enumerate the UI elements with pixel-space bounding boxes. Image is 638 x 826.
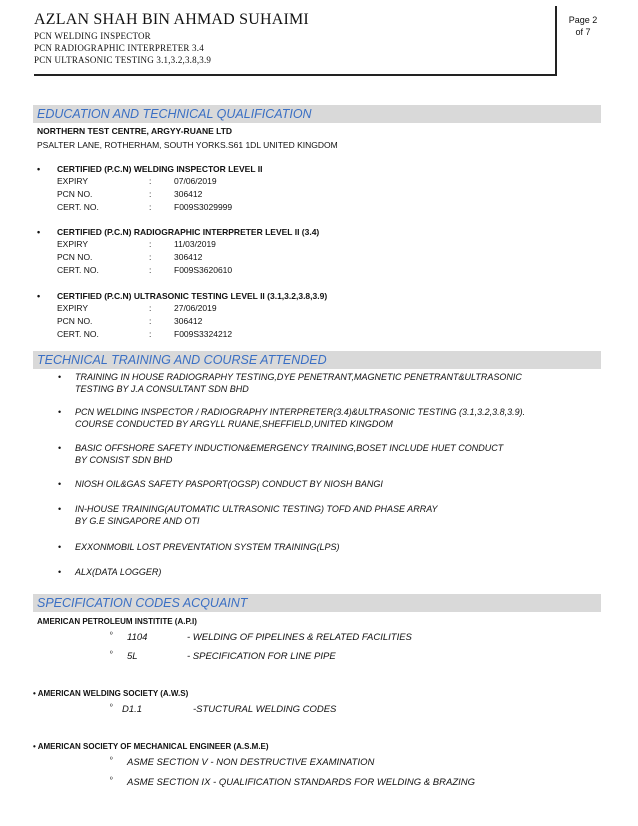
spec-description: -STUCTURAL WELDING CODES [193, 704, 337, 715]
cert-colon: : [149, 176, 152, 186]
spec-code: ASME SECTION V - NON DESTRUCTIVE EXAMINATION [127, 757, 375, 768]
certification-title: CERTIFIED (P.C.N) ULTRASONIC TESTING LEVEL II (3.1,3.2,3.8,3.9) [57, 291, 328, 301]
bullet-icon: • [58, 542, 62, 552]
training-line-1: EXXONMOBIL LOST PREVENTATION SYSTEM TRAINING(LPS) [75, 542, 340, 552]
cert-colon: : [149, 239, 152, 249]
institution-address: PSALTER LANE, ROTHERHAM, SOUTH YORKS.S61 1DL UNITED KINGDOM [37, 140, 338, 150]
cert-colon: : [149, 189, 152, 199]
training-item [58, 442, 603, 466]
certification-block [37, 163, 597, 214]
training-item [58, 503, 603, 527]
page-number [560, 14, 606, 38]
certification-block [37, 290, 597, 341]
cert-row [37, 251, 597, 264]
spec-code: 5L [127, 651, 138, 662]
training-line-1: ALX(DATA LOGGER) [75, 567, 162, 577]
bullet-icon: • [37, 291, 41, 301]
cert-value: 306412 [174, 189, 203, 199]
cert-row [37, 175, 597, 188]
cert-colon: : [149, 252, 152, 262]
training-line-2: BY G.E SINGAPORE AND OTI [75, 516, 200, 526]
resume-header [34, 10, 556, 74]
training-line-1: NIOSH OIL&GAS SAFETY PASPORT(OGSP) CONDUCT BY NIOSH BANGI [75, 479, 383, 489]
spec-description: - WELDING OF PIPELINES & RELATED FACILITIES [187, 632, 412, 643]
training-line-2: COURSE CONDUCTED BY ARGYLL RUANE,SHEFFIELD,UNITED KINGDOM [75, 419, 393, 429]
cert-label: EXPIRY [57, 239, 89, 249]
cert-row [37, 315, 597, 328]
cert-value: F009S3029999 [174, 202, 233, 212]
training-item [58, 371, 603, 395]
bullet-icon: • [58, 567, 62, 577]
training-item [58, 566, 603, 578]
spec-entry [110, 632, 590, 644]
certification-title-row [37, 163, 597, 175]
institution-name: NORTHERN TEST CENTRE, ARGYY-RUANE LTD [37, 126, 233, 136]
cert-label: PCN NO. [57, 189, 93, 199]
section-heading-training: TECHNICAL TRAINING AND COURSE ATTENDED [33, 351, 601, 369]
training-item [58, 541, 603, 553]
certification-title-row [37, 226, 597, 238]
cert-label: PCN NO. [57, 316, 93, 326]
training-line-1: TRAINING IN HOUSE RADIOGRAPHY TESTING,DYE PENETRANT,MAGNETIC PENETRANT&ULTRASONIC [75, 372, 522, 382]
spec-entry [110, 757, 590, 769]
certification-title: CERTIFIED (P.C.N) WELDING INSPECTOR LEVEL II [57, 164, 263, 174]
training-line-2: TESTING BY J.A CONSULTANT SDN BHD [75, 384, 249, 394]
training-item [58, 478, 603, 490]
ordinal-icon: º [110, 651, 113, 658]
ordinal-icon: º [110, 777, 113, 784]
cert-label: PCN NO. [57, 252, 93, 262]
cert-colon: : [149, 329, 152, 339]
spec-org-api: AMERICAN PETROLEUM INSTITITE (A.P.I) [37, 617, 197, 626]
training-line-1: PCN WELDING INSPECTOR / RADIOGRAPHY INTERPRETER(3.4)&ULTRASONIC TESTING (3.1,3.2,3.8,3.9). [75, 407, 526, 417]
cert-row [37, 302, 597, 315]
candidate-name: AZLAN SHAH BIN AHMAD SUHAIMI [34, 11, 309, 28]
ordinal-icon: º [110, 704, 113, 711]
spec-description: - SPECIFICATION FOR LINE PIPE [187, 651, 336, 662]
bullet-icon: • [58, 504, 62, 514]
spec-org-aws: • AMERICAN WELDING SOCIETY (A.W.S) [33, 689, 189, 698]
cert-value: 11/03/2019 [174, 239, 216, 249]
section-heading-specs: SPECIFICATION CODES ACQUAINT [33, 594, 601, 612]
certification-title: CERTIFIED (P.C.N) RADIOGRAPHIC INTERPRETER LEVEL II (3.4) [57, 227, 320, 237]
spec-code: 1104 [127, 632, 148, 643]
cert-value: 306412 [174, 252, 203, 262]
ordinal-icon: º [110, 632, 113, 639]
cert-value: 27/06/2019 [174, 303, 217, 313]
cert-value: 306412 [174, 316, 203, 326]
spec-code: D1.1 [122, 704, 143, 715]
cert-row [37, 264, 597, 277]
header-title-1: PCN WELDING INSPECTOR [34, 31, 151, 41]
ordinal-icon: º [110, 757, 113, 764]
cert-colon: : [149, 316, 152, 326]
certification-block [37, 226, 597, 277]
cert-label: CERT. NO. [57, 265, 99, 275]
cert-value: F009S3324212 [174, 329, 233, 339]
bullet-icon: • [58, 372, 62, 382]
cert-label: EXPIRY [57, 303, 89, 313]
cert-colon: : [149, 303, 152, 313]
spec-entry [110, 777, 590, 789]
training-line-1: BASIC OFFSHORE SAFETY INDUCTION&EMERGENCY TRAINING,BOSET INCLUDE HUET CONDUCT [75, 443, 504, 453]
cert-row [37, 188, 597, 201]
training-line-2: BY CONSIST SDN BHD [75, 455, 173, 465]
page-label: Page 2 [568, 15, 598, 25]
cert-colon: : [149, 202, 152, 212]
bullet-icon: • [37, 227, 41, 237]
spec-org-asme: • AMERICAN SOCIETY OF MECHANICAL ENGINEER (A.S.M.E) [33, 742, 269, 751]
training-item [58, 406, 603, 430]
header-divider-vertical [555, 6, 557, 75]
cert-label: CERT. NO. [57, 329, 99, 339]
bullet-icon: • [58, 479, 62, 489]
header-divider-horizontal [34, 74, 557, 76]
bullet-icon: • [37, 164, 41, 174]
header-title-2: PCN RADIOGRAPHIC INTERPRETER 3.4 [34, 43, 204, 53]
spec-code: ASME SECTION IX - QUALIFICATION STANDARDS FOR WELDING & BRAZING [127, 777, 476, 788]
spec-entry [110, 704, 590, 716]
cert-label: CERT. NO. [57, 202, 99, 212]
cert-value: F009S3620610 [174, 265, 233, 275]
certification-title-row [37, 290, 597, 302]
bullet-icon: • [58, 443, 62, 453]
cert-row [37, 238, 597, 251]
spec-entry [110, 651, 590, 663]
cert-colon: : [149, 265, 152, 275]
header-title-3: PCN ULTRASONIC TESTING 3.1,3.2,3.8,3.9 [34, 55, 212, 65]
training-line-1: IN-HOUSE TRAINING(AUTOMATIC ULTRASONIC TESTING) TOFD AND PHASE ARRAY [75, 504, 438, 514]
section-heading-education: EDUCATION AND TECHNICAL QUALIFICATION [33, 105, 601, 123]
cert-label: EXPIRY [57, 176, 89, 186]
page-total: of 7 [575, 27, 591, 37]
bullet-icon: • [58, 407, 62, 417]
cert-row [37, 328, 597, 341]
cert-value: 07/06/2019 [174, 176, 217, 186]
cert-row [37, 201, 597, 214]
